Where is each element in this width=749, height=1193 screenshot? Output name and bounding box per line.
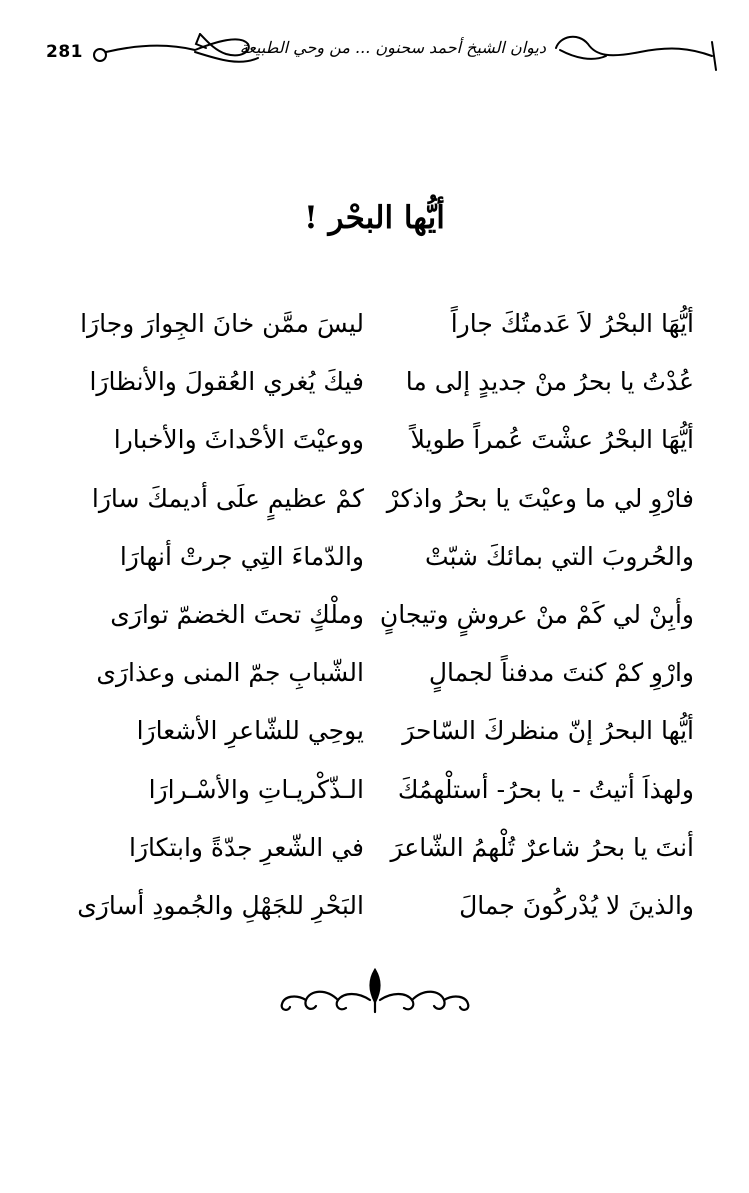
first-hemistich: أيُّهَا البحْرُ لاَ عَدمتُكَ جاراً [450, 309, 694, 338]
verse-line [0, 644, 749, 702]
first-hemistich: والحُروبَ التي بمائكَ شبّتْ [424, 541, 694, 571]
second-hemistich: فيكَ يُغري العُقولَ والأنظارَا [89, 367, 364, 397]
first-hemistich: فارْوِ لي ما وعيْتَ يا بحرُ واذكرْ [386, 483, 694, 513]
page-number: 281 [46, 42, 83, 62]
second-hemistich: الـذّكْريـاتِ والأسْـرارَا [148, 774, 364, 804]
verse-line [0, 761, 749, 819]
second-hemistich: ووعيْتَ الأحْداثَ والأخبارا [113, 425, 364, 455]
second-hemistich: ليسَ ممَّن خانَ الجِوارَ وجارَا [80, 309, 364, 338]
footer-scroll-ornament [270, 962, 480, 1022]
running-head: ديوان الشيخ أحمد سحنون ... من وحي الطبيعة [239, 38, 546, 57]
verse-line [0, 586, 749, 644]
second-hemistich: في الشّعرِ جدّةً وابتكارَا [129, 832, 364, 862]
second-hemistich: الشّبابِ جمّ المنى وعذارَى [96, 658, 364, 688]
verse-line [0, 411, 749, 469]
first-hemistich: ولهذاَ أتيتُ - يا بحرُ- أستلْهمُكَ [397, 774, 694, 804]
second-hemistich: البَحْرِ للجَهْلِ والجُمودِ أسارَى [77, 890, 364, 920]
poem-body [0, 295, 749, 935]
second-hemistich: وملْكٍ تحتَ الخضمّ توارَى [110, 599, 364, 629]
first-hemistich: عُدْتُ يا بحرُ منْ جديدٍ إلى ما [405, 367, 694, 397]
verse-line [0, 528, 749, 586]
first-hemistich: وأبِنْ لي كَمْ منْ عروشٍ وتيجانٍ [379, 599, 694, 629]
verse-line [0, 877, 749, 935]
first-hemistich: أيُّهَا البحْرُ عشْتَ عُمراً طويلاً [410, 425, 694, 455]
poem-title: أيُّها البحْر ! [304, 200, 445, 236]
second-hemistich: كمْ عظيمٍ علَى أديمكَ سارَا [91, 483, 364, 513]
verse-line [0, 819, 749, 877]
verse-line [0, 470, 749, 528]
second-hemistich: يوحِي للشّاعرِ الأشعارَا [136, 716, 364, 746]
verse-line [0, 353, 749, 411]
verse-line [0, 702, 749, 760]
verse-line [0, 295, 749, 353]
first-hemistich: أنتَ يا بحرُ شاعرٌ تُلْهمُ الشّاعرَ [390, 832, 694, 862]
first-hemistich: وارْوِ كمْ كنتَ مدفناً لجمالٍ [428, 658, 694, 688]
page-header [0, 0, 749, 110]
first-hemistich: والذينَ لا يُدْركُونَ جمالَ [459, 890, 694, 920]
first-hemistich: أيُّها البحرُ إنّ منظركَ السّاحرَ [402, 716, 694, 746]
second-hemistich: والدّماءَ التِي جرتْ أنهارَا [119, 541, 364, 571]
